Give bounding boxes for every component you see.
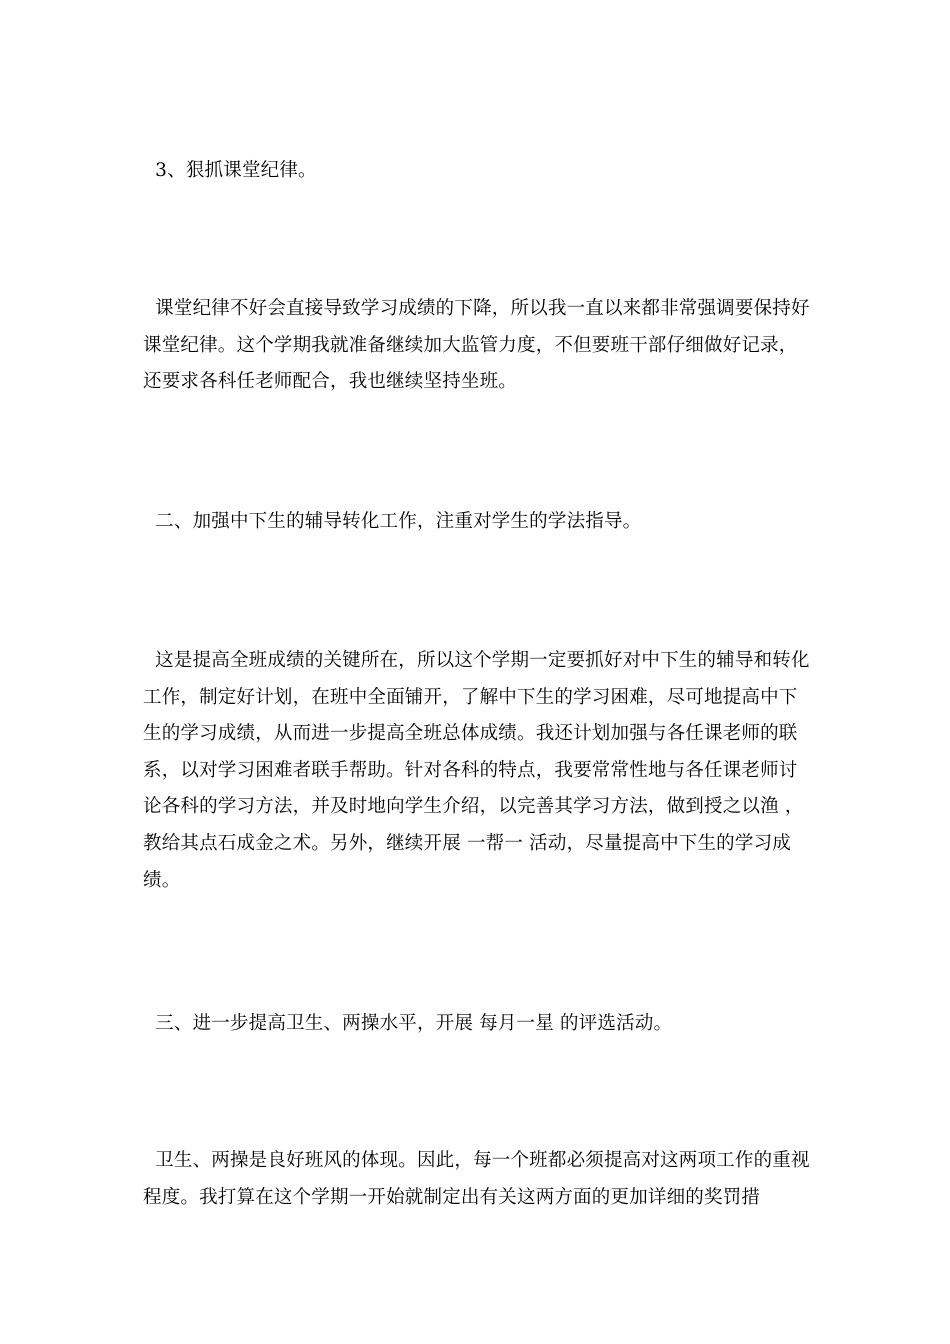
section-heading-hygiene: 三、进一步提高卫生、两操水平，开展 每月一星 的评选活动。 <box>143 1013 673 1034</box>
section-heading-classroom-discipline: 3、狠抓课堂纪律。 <box>143 160 317 181</box>
paragraph-hygiene: 卫生、两操是良好班风的体现。因此，每一个班都必须提高对这两项工作的重视程度。我打算在这个学期一开始就制定出有关这两方面的更加详细的奖罚措 <box>143 1150 810 1208</box>
paragraph-tutoring: 这是提高全班成绩的关键所在，所以这个学期一定要抓好对中下生的辅导和转化工作，制定好计划，在班中全面铺开，了解中下生的学习困难，尽可地提高中下生的学习成绩，从而进一步提高全班总体成绩。我还计划加强与各任课老师的联系，以对学习困难者联手帮助。针对各科的特点，我要常常性地与各任课老师讨论各科的学习方法，并及时地向学生介绍，以完善其学习方法，做到授之以渔 ，教给其点石成金之术。另外，继续开展 一帮一 活动，尽量提高中下生的学习成绩。 <box>143 650 810 891</box>
section-heading-tutoring: 二、加强中下生的辅导转化工作，注重对学生的学法指导。 <box>143 511 642 532</box>
paragraph-classroom-discipline: 课堂纪律不好会直接导致学习成绩的下降，所以我一直以来都非常强调要保持好课堂纪律。这个学期我就准备继续加大监管力度，不但要班干部仔细做好记录，还要求各科任老师配合，我也继续坚持坐班。 <box>143 298 810 393</box>
